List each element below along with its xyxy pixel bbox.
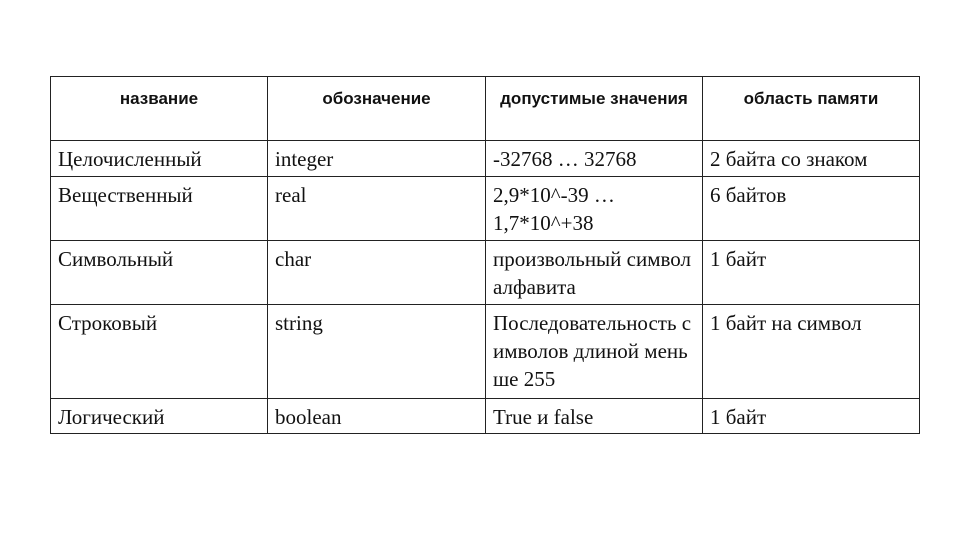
cell-type-name: Строковый xyxy=(51,305,268,399)
cell-memory: 1 байт xyxy=(703,399,920,434)
cell-allowed-values: 2,9*10^-39 … 1,7*10^+38 xyxy=(486,177,703,241)
cell-type-name: Символьный xyxy=(51,241,268,305)
cell-designation: real xyxy=(268,177,486,241)
header-name: название xyxy=(51,77,268,141)
cell-designation: boolean xyxy=(268,399,486,434)
cell-memory: 1 байт xyxy=(703,241,920,305)
header-allowed-values: допустимые значения xyxy=(486,77,703,141)
table-row xyxy=(51,305,920,399)
cell-allowed-values: -32768 … 32768 xyxy=(486,141,703,177)
cell-type-name: Логический xyxy=(51,399,268,434)
cell-allowed-values: произвольный символ алфавита xyxy=(486,241,703,305)
table-row xyxy=(51,399,920,434)
cell-allowed-values: Последовательность символов длиной меньше 255 xyxy=(486,305,703,399)
data-types-table xyxy=(50,76,920,434)
cell-memory: 6 байтов xyxy=(703,177,920,241)
table-header-row xyxy=(51,77,920,141)
header-memory: область памяти xyxy=(703,77,920,141)
cell-memory: 1 байт на символ xyxy=(703,305,920,399)
table-row xyxy=(51,141,920,177)
header-designation: обозначение xyxy=(268,77,486,141)
cell-allowed-values: True и false xyxy=(486,399,703,434)
cell-designation: integer xyxy=(268,141,486,177)
table-row xyxy=(51,241,920,305)
cell-type-name: Вещественный xyxy=(51,177,268,241)
cell-type-name: Целочисленный xyxy=(51,141,268,177)
cell-designation: char xyxy=(268,241,486,305)
table-row xyxy=(51,177,920,241)
cell-memory: 2 байта со знаком xyxy=(703,141,920,177)
cell-designation: string xyxy=(268,305,486,399)
